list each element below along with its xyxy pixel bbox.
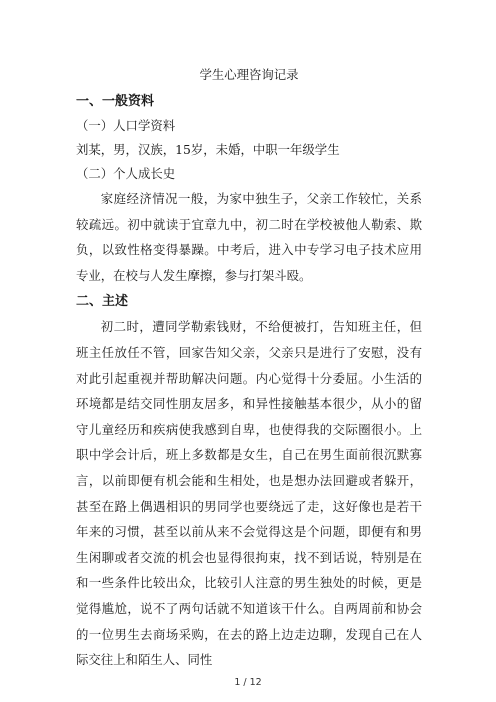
demographics-text: 刘某，男，汉族，15岁，未婚，中职一年级学生 — [76, 142, 340, 157]
document-title: 学生心理咨询记录 — [199, 67, 299, 82]
subsection-heading-personal-history: （二）个人成长史 — [76, 166, 176, 181]
section-heading-general-info: 一、一般资料 — [76, 94, 155, 109]
subsection-heading-demographics: （一）人口学资料 — [76, 118, 176, 133]
page-number: 1 / 12 — [234, 677, 262, 688]
complaint-paragraph: 初二时，遭同学勒索钱财，不给便被打，告知班主任，但班主任放任不管，回家告知父亲，父亲只是进行了安慰，没有对此引起重视并帮助解决问题。内心觉得十分委屈。小生活的环境都是结交同性朋友居多，和异性接触基本很少，从小的留守儿童经历和疾病使我感到自卑，也使得我的交际圈很小。上职中学会计后，班上多数都是女生，自己在男生面前很沉默寡言，以前即便有机会能和生相处，也是想办法回避或者躲开，甚至在路上偶遇相识的男同学也要绕远了走，这好像也是若干年来的习惯，甚至以前从来不会觉得这是个问题，即便有和男生闲聊或者交流的机会也显得很拘束，找不到话说，特别是在和一些条件比较出众，比较引人注意的男生独处的时候，更是觉得尴尬，说不了两句话就不知道该干什么。自两周前和协会的一位男生去商场采购，在去的路上边走边聊，发现自己在人际交往上和陌生人、同性 — [76, 319, 422, 668]
document-body — [76, 66, 422, 673]
personal-history-paragraph: 家庭经济情况一般，为家中独生子，父亲工作较忙，关系较疏远。初中就读于宜章九中，初二时在学校被他人勒索、欺负，以致性格变得暴躁。中考后，进入中专学习电子技术应用专业，在校与人发生摩擦，参与打架斗殴。 — [76, 191, 422, 283]
section-heading-complaint: 二、主述 — [76, 294, 129, 310]
